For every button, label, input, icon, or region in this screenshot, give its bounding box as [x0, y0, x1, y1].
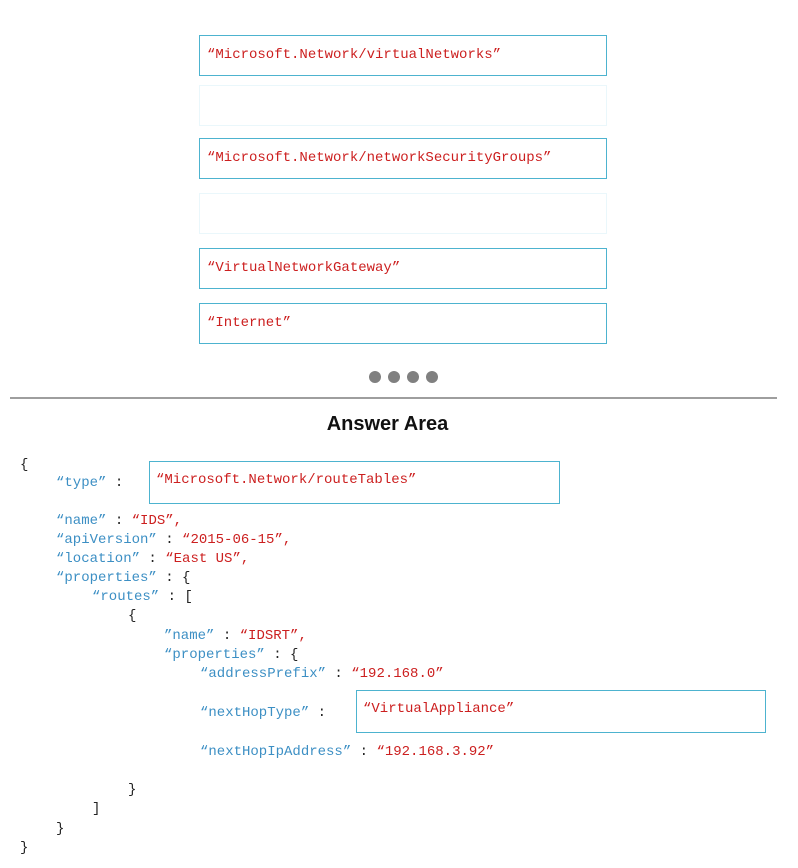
- location-line: “location” : “East US”,: [56, 551, 250, 567]
- api-version-line: “apiVersion” : “2015-06-15”,: [56, 532, 292, 548]
- route-close-brace: }: [128, 782, 137, 798]
- address-prefix-key: “addressPrefix”: [200, 666, 327, 682]
- type-colon: :: [114, 475, 124, 491]
- next-hop-type-key: “nextHopType”: [200, 705, 310, 721]
- routes-key: “routes”: [92, 589, 160, 605]
- dot-icon: [407, 371, 419, 383]
- next-hop-ip-line: “nextHopIpAddress” : “192.168.3.92”: [200, 744, 495, 760]
- next-hop-ip-value: “192.168.3.92”: [376, 744, 495, 760]
- location-key: “location”: [56, 551, 141, 567]
- routes-close-bracket: ]: [92, 801, 101, 817]
- type-key: “type”: [56, 475, 107, 491]
- next-hop-type-line: [200, 705, 326, 721]
- option-slot-empty-2: [199, 193, 607, 234]
- name-key: “name”: [56, 513, 107, 529]
- option-internet[interactable]: “Internet”: [199, 303, 607, 344]
- route-properties-open: : {: [273, 647, 299, 663]
- route-name-key: ”name”: [164, 628, 215, 644]
- api-version-key: “apiVersion”: [56, 532, 157, 548]
- address-prefix-value: “192.168.0”: [351, 666, 444, 682]
- dot-icon: [369, 371, 381, 383]
- option-slot-empty-1: [199, 85, 607, 126]
- option-virtual-networks[interactable]: “Microsoft.Network/virtualNetworks”: [199, 35, 607, 76]
- type-line: [56, 475, 123, 491]
- open-brace: {: [20, 457, 29, 473]
- divider: [10, 397, 777, 399]
- close-brace: }: [20, 840, 29, 856]
- route-properties-line: [164, 647, 298, 663]
- properties-line: [56, 570, 190, 586]
- next-hop-type-answer-slot[interactable]: “VirtualAppliance”: [356, 690, 766, 733]
- dot-icon: [388, 371, 400, 383]
- routes-line: [92, 589, 193, 605]
- properties-open: : {: [165, 570, 191, 586]
- api-version-value: “2015-06-15”,: [182, 532, 292, 548]
- next-hop-type-colon: :: [317, 705, 327, 721]
- pagination-dots: [369, 371, 438, 383]
- type-answer-slot[interactable]: “Microsoft.Network/routeTables”: [149, 461, 560, 504]
- next-hop-ip-key: “nextHopIpAddress”: [200, 744, 352, 760]
- answer-area-title: Answer Area: [326, 413, 449, 435]
- route-open-brace: {: [128, 608, 137, 624]
- route-properties-key: “properties”: [164, 647, 265, 663]
- route-name-value: “IDSRT”,: [239, 628, 307, 644]
- option-network-security-groups[interactable]: “Microsoft.Network/networkSecurityGroups”: [199, 138, 607, 179]
- properties-close-brace: }: [56, 821, 65, 837]
- option-virtual-network-gateway[interactable]: “VirtualNetworkGateway”: [199, 248, 607, 289]
- address-prefix-line: “addressPrefix” : “192.168.0”: [200, 666, 444, 682]
- location-value: “East US”,: [165, 551, 250, 567]
- name-value: “IDS”,: [131, 513, 183, 529]
- dot-icon: [426, 371, 438, 383]
- routes-open: : [: [167, 589, 193, 605]
- properties-key: “properties”: [56, 570, 157, 586]
- name-line: “name” : “IDS”,: [56, 513, 183, 529]
- route-name-line: ”name” : “IDSRT”,: [164, 628, 307, 644]
